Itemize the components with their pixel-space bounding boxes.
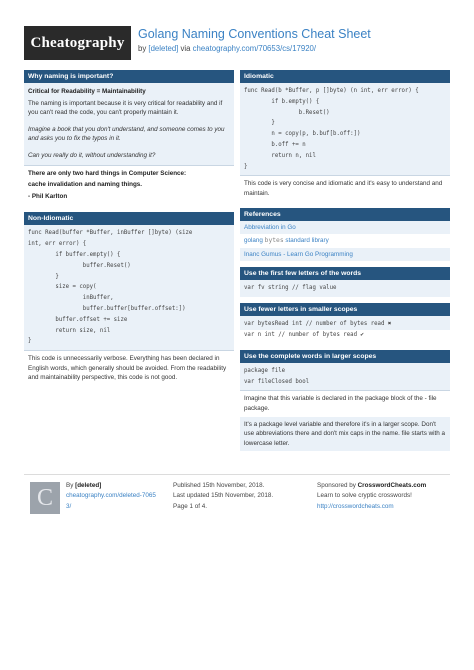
section-title: Use the complete words in larger scopes [240, 350, 450, 363]
footer-by-label: By [66, 482, 74, 489]
code-block: package file var fileClosed bool [240, 363, 450, 391]
section-idiomatic [240, 70, 450, 202]
reference-link[interactable]: Abbreviation in Go [240, 221, 450, 235]
footer-by-line [66, 481, 156, 491]
byline-by: by [138, 44, 147, 53]
page-number: Page 1 of 4. [173, 502, 207, 510]
quote-author: - Phil Karlton [28, 192, 68, 200]
section-first-letters [240, 267, 450, 297]
footer-author [66, 481, 156, 512]
sponsor-url-link[interactable]: http://crosswordcheats.com [317, 502, 394, 510]
right-column [240, 70, 450, 455]
reference-link-part: standard library [285, 237, 329, 245]
quote-block [24, 165, 234, 205]
subheading: Critical for Readability = Maintainability [28, 88, 146, 95]
byline [138, 44, 316, 53]
section-body [24, 83, 234, 165]
section-title: Idiomatic [240, 70, 450, 83]
sheet-url-link[interactable]: cheatography.com/70653/cs/17920/ [192, 44, 317, 53]
code-block: func Read(buffer *Buffer, inBuffer []byte) (size int, err error) { if buffer.empty() { buffer.Reset() } size = copy( inBuffer, buffer.buffer[buffer.offset:]) buffer.offset += size return size, nil } [24, 225, 234, 350]
section-title: Why naming is important? [24, 70, 234, 83]
paragraph: This code is unnecessarily verbose. Everything has been declared in English words, which generally should be avoided. From the readability and maintainability perspective, this code is not good. [24, 350, 234, 386]
paragraph: This code is very concise and idiomatic and it's easy to understand and maintain. [240, 175, 450, 201]
section-fewer-letters [240, 303, 450, 344]
footer-dates [173, 481, 293, 512]
page-title: Golang Naming Conventions Cheat Sheet [138, 27, 371, 41]
sponsor-tagline: Learn to solve cryptic crosswords! [317, 492, 412, 500]
section-title: Use fewer letters in smaller scopes [240, 303, 450, 316]
left-column [24, 70, 234, 390]
reference-link[interactable] [240, 234, 450, 248]
section-why-naming [24, 70, 234, 204]
paragraph-italic: Can you really do it, without understanding it? [28, 151, 156, 159]
section-title: References [240, 208, 450, 221]
avatar: C [30, 482, 60, 514]
section-title: Non-Idiomatic [24, 212, 234, 225]
sponsor-name[interactable]: CrosswordCheats.com [357, 482, 427, 489]
sponsor-line [317, 481, 457, 491]
code-block: func Read(b *Buffer, p []byte) (n int, err error) { if b.empty() { b.Reset() } n = copy(p, b.buf[b.off:]) b.off += n return n, nil } [240, 83, 450, 175]
paragraph: Imagine that this variable is declared in the package block of the - file package. [240, 390, 450, 416]
cheatography-logo[interactable]: Cheatography [24, 26, 131, 60]
footer-author-name[interactable]: [deleted] [75, 482, 102, 489]
paragraph-italic: Imagine a book that you don't understand, and someone comes to you and asks you to fix the typos in it. [28, 125, 225, 143]
paragraph: The naming is important because it is very critical for readability and if you can't read the code, you can't properly maintain it. [28, 99, 223, 117]
quote-line: There are only two hard things in Computer Science: [28, 169, 187, 177]
byline-via: via [180, 44, 191, 53]
code-block: var n int // number of bytes read ✔ [240, 330, 450, 344]
author-link[interactable]: [deleted] [148, 44, 179, 53]
code-block: var bytesRead int // number of bytes read ✖ [240, 316, 450, 330]
quote-line: cache invalidation and naming things. [28, 181, 143, 189]
paragraph: It's a package level variable and therefore it's in a larger scope. Don't use abbreviations there and don't mix caps in the name. file starts with a lowercase letter. [240, 417, 450, 452]
published-date: Published 15th November, 2018. [173, 482, 265, 489]
footer-sponsor [317, 481, 457, 512]
footer-divider [24, 474, 450, 475]
reference-link[interactable]: Inanc Gumus - Learn Go Programming [240, 248, 450, 262]
section-references [240, 208, 450, 262]
footer-author-link[interactable]: cheatography.com/deleted-70653/ [66, 492, 156, 510]
section-complete-words [240, 350, 450, 452]
code-block: var fv string // flag value [240, 280, 450, 297]
reference-link-part: golang [244, 237, 263, 245]
section-title: Use the first few letters of the words [240, 267, 450, 280]
section-non-idiomatic [24, 212, 234, 386]
sponsor-prefix: Sponsored by [317, 482, 356, 489]
reference-link-code: bytes [264, 237, 284, 245]
updated-date: Last updated 15th November, 2018. [173, 492, 274, 500]
